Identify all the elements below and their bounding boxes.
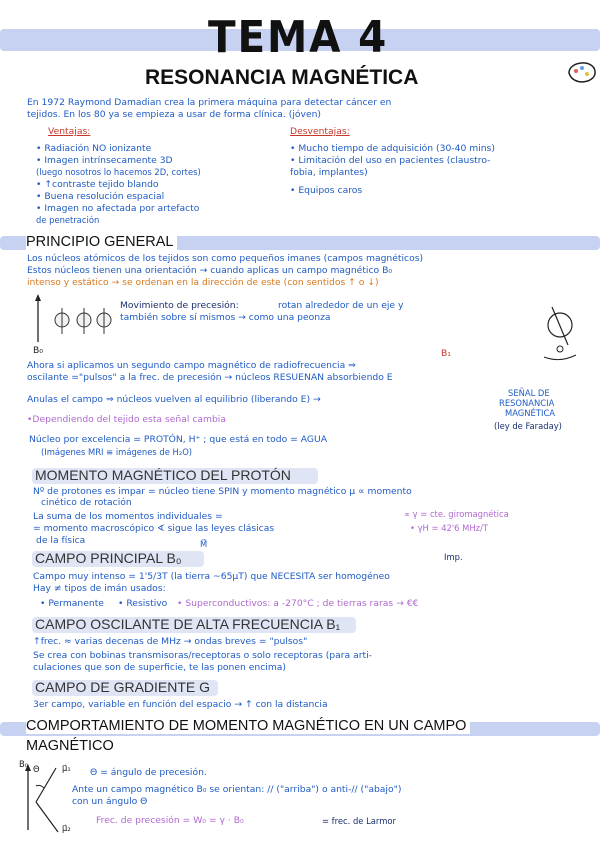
nucleo-line: (Imágenes MRI ≡ imágenes de H₂O) [41, 447, 193, 457]
fig-theta-label: Θ [33, 764, 40, 774]
principio-heading: PRINCIPIO GENERAL [26, 234, 177, 250]
rf-line-1: Ahora si aplicamos un segundo campo magnético de radiofrecuencia ⇒ [27, 360, 356, 371]
comport-line: con un ángulo Θ [72, 796, 148, 807]
ventajas-item: • ↑contraste tejido blando [36, 179, 159, 190]
momento-line: = momento macroscópico ∢ sigue las leyes clásicas [33, 523, 275, 534]
oscilante-line: Se crea con bobinas transmisoras/receptoras o solo receptoras (para arti- [33, 650, 372, 661]
faraday-note: (ley de Faraday) [494, 421, 562, 431]
desventajas-heading: Desventajas: [290, 126, 350, 137]
precesion-title: Movimiento de precesión: [120, 300, 239, 311]
momento-line: La suma de los momentos individuales = [33, 511, 223, 522]
precesion-line: también sobre sí mismos → como una peonza [120, 312, 331, 323]
oscilante-line: ↑frec. ≈ varias decenas de MHz → ondas breves = "pulsos" [33, 636, 308, 647]
campo-principal-heading: CAMPO PRINCIPAL B₀ [35, 550, 182, 566]
momento-line: Nº de protones es impar = núcleo tiene SPIN y momento magnético μ ∝ momento [33, 486, 412, 497]
b1-label: B₁ [441, 348, 451, 359]
giromagnetica-note: ∝ γ = cte. giromagnética [404, 509, 509, 519]
nucleo-line: Núcleo por excelencia = PROTÓN, H⁺ ; que está en todo = AGUA [29, 434, 328, 445]
senal-line: RESONANCIA [499, 398, 555, 408]
senal-line: MAGNÉTICA [505, 408, 556, 418]
intro-line-1: En 1972 Raymond Damadian crea la primera máquina para detectar cáncer en [27, 97, 392, 108]
campo-line: Hay ≠ tipos de imán usados: [33, 583, 166, 594]
ventajas-heading: Ventajas: [48, 126, 91, 137]
ventajas-item: • Radiación NO ionizante [36, 143, 152, 154]
page-subtitle: RESONANCIA MAGNÉTICA [145, 66, 419, 89]
gamma-h-note: • γH = 42'6 MHz/T [410, 523, 489, 533]
imp-note: Imp. [444, 552, 463, 562]
doodle-icon [565, 55, 599, 89]
principio-line: Estos núcleos tienen una orientación → cuando aplicas un campo magnético B₀ [27, 265, 393, 276]
ventajas-item: de penetración [36, 215, 100, 225]
fig-mu1-label: μ⃗₁ [62, 763, 71, 773]
momento-line: de la física [36, 535, 86, 546]
comport-heading: MAGNÉTICO [26, 738, 118, 754]
ventajas-item: • Imagen no afectada por artefacto [36, 203, 200, 214]
page-title: TEMA 4 [208, 12, 389, 63]
ventajas-item: (luego nosotros lo hacemos 2D, cortes) [36, 167, 201, 177]
precesion-line: rotan alrededor de un eje y [278, 300, 404, 311]
fig-b0-label: B₀ [19, 759, 29, 769]
principio-line: Los núcleos atómicos de los tejidos son como pequeños imanes (campos magnéticos) [27, 253, 424, 264]
desventajas-item: • Equipos caros [290, 185, 363, 196]
gradiente-heading: CAMPO DE GRADIENTE G [35, 679, 211, 695]
iman-type: • Resistivo [118, 598, 168, 609]
m-vector-label: M⃗ [200, 539, 208, 549]
ventajas-item: • Imagen intrínsecamente 3D [36, 155, 173, 166]
ventajas-item: • Buena resolución espacial [36, 191, 165, 202]
gradiente-line: 3er campo, variable en función del espacio → ↑ con la distancia [33, 699, 328, 710]
principio-line: intenso y estático → se ordenan en la dirección de este (con sentidos ↑ o ↓) [27, 277, 379, 288]
larmor-formula: Frec. de precesión = W₀ = γ · B₀ [96, 815, 244, 826]
desventajas-item: • Mucho tiempo de adquisición (30-40 mins) [290, 143, 495, 154]
nuclei-spin-figure [28, 292, 124, 352]
desventajas-item: fobia, implantes) [290, 167, 368, 178]
depende-line: •Dependiendo del tejido esta señal cambia [27, 414, 226, 425]
rf-line-2: oscilante ="pulsos" a la frec. de precesión → núcleos RESUENAN absorbiendo E [27, 372, 393, 383]
fig-mu2-label: μ⃗₂ [62, 823, 71, 833]
spinning-top-figure [538, 305, 582, 363]
intro-line-2: tejidos. En los 80 ya se empieza a usar de forma clínica. (jóven) [27, 109, 322, 120]
momento-line: cinético de rotación [41, 497, 132, 508]
comport-heading: COMPORTAMIENTO DE MOMENTO MAGNÉTICO EN UN CAMPO [26, 718, 470, 734]
anulas-line: Anulas el campo ⇒ núcleos vuelven al equilibrio (liberando E) → [27, 394, 321, 405]
iman-type: • Permanente [40, 598, 104, 609]
senal-line: SEÑAL DE [508, 388, 550, 398]
oscilante-heading: CAMPO OSCILANTE DE ALTA FRECUENCIA B₁ [35, 616, 341, 632]
iman-type: • Superconductivos: a -270°C ; de tierras raras → €€ [177, 598, 419, 609]
desventajas-item: • Limitación del uso en pacientes (claustro- [290, 155, 491, 166]
campo-line: Campo muy intenso = 1'5/3T (la tierra ~65μT) que NECESITA ser homogéneo [33, 571, 390, 582]
momento-heading: MOMENTO MAGNÉTICO DEL PROTÓN [35, 467, 291, 483]
b0-label: B₀ [33, 345, 43, 356]
larmor-note: = frec. de Larmor [322, 816, 396, 826]
oscilante-line: culaciones que son de superficie, te las ponen encima) [33, 662, 286, 673]
comport-line: Ante un campo magnético B₀ se orientan: // ("arriba") o anti-// ("abajo") [72, 784, 402, 795]
comport-line: Θ = ángulo de precesión. [90, 767, 207, 778]
